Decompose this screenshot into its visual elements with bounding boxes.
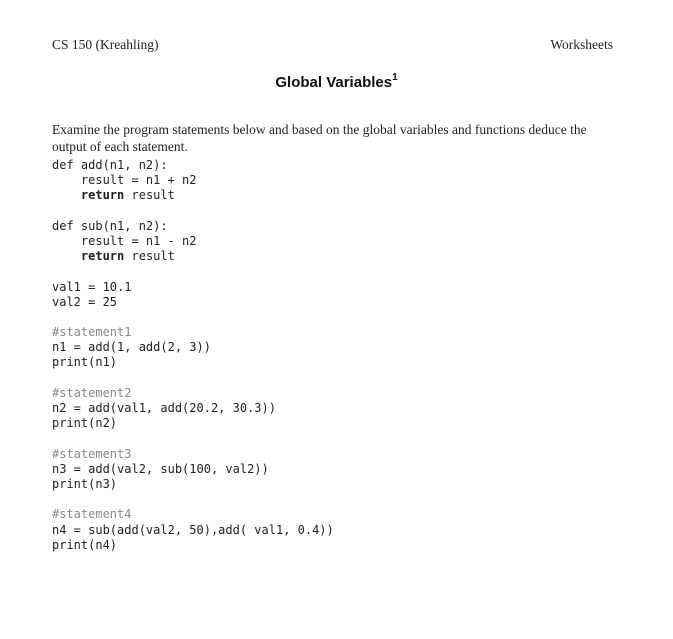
- course-header: CS 150 (Kreahling): [52, 37, 159, 52]
- code-line: result = n1 + n2: [52, 173, 197, 188]
- title-text: Global Variables: [275, 74, 393, 91]
- code-line: val2 = 25: [52, 294, 118, 309]
- code-blank-line: [52, 371, 334, 386]
- section-header: Worksheets: [550, 37, 613, 52]
- page-title: [0, 74, 673, 91]
- code-line-rest: result: [124, 249, 175, 264]
- code-line-rest: result: [124, 188, 175, 203]
- instructions-paragraph: Examine the program statements below and based on the global variables and functions deduce the output of each statement.: [52, 122, 587, 154]
- code-line: def sub(n1, n2):: [52, 218, 168, 233]
- code-blank-line: [52, 431, 334, 446]
- code-indent: [52, 249, 81, 263]
- code-line: print(n4): [52, 537, 118, 552]
- code-comment-line: #statement2: [52, 385, 132, 400]
- code-blank-line: [52, 492, 334, 507]
- code-comment-line: #statement3: [52, 446, 132, 461]
- code-listing: [52, 158, 334, 553]
- title-footnote-marker: 1: [392, 72, 398, 83]
- code-comment-line: #statement1: [52, 325, 132, 340]
- code-comment-line: #statement4: [52, 507, 132, 522]
- code-keyword: return: [80, 188, 125, 203]
- code-line: print(n1): [52, 355, 118, 370]
- code-blank-line: [52, 264, 334, 279]
- code-line: n4 = sub(add(val2, 50),add( val1, 0.4)): [52, 522, 334, 537]
- code-blank-line: [52, 204, 334, 219]
- code-blank-line: [52, 310, 334, 325]
- code-line: def add(n1, n2):: [52, 158, 168, 172]
- code-line: print(n3): [52, 476, 118, 491]
- code-indent: [52, 188, 81, 202]
- code-line: result = n1 - n2: [52, 233, 197, 248]
- code-line: n1 = add(1, add(2, 3)): [52, 340, 211, 355]
- code-line: n3 = add(val2, sub(100, val2)): [52, 461, 269, 476]
- code-line: val1 = 10.1: [52, 279, 132, 294]
- code-return-line: [52, 249, 334, 264]
- code-keyword: return: [80, 249, 125, 264]
- code-line: print(n2): [52, 416, 118, 431]
- code-line: n2 = add(val1, add(20.2, 30.3)): [52, 401, 276, 415]
- code-return-line: [52, 188, 334, 203]
